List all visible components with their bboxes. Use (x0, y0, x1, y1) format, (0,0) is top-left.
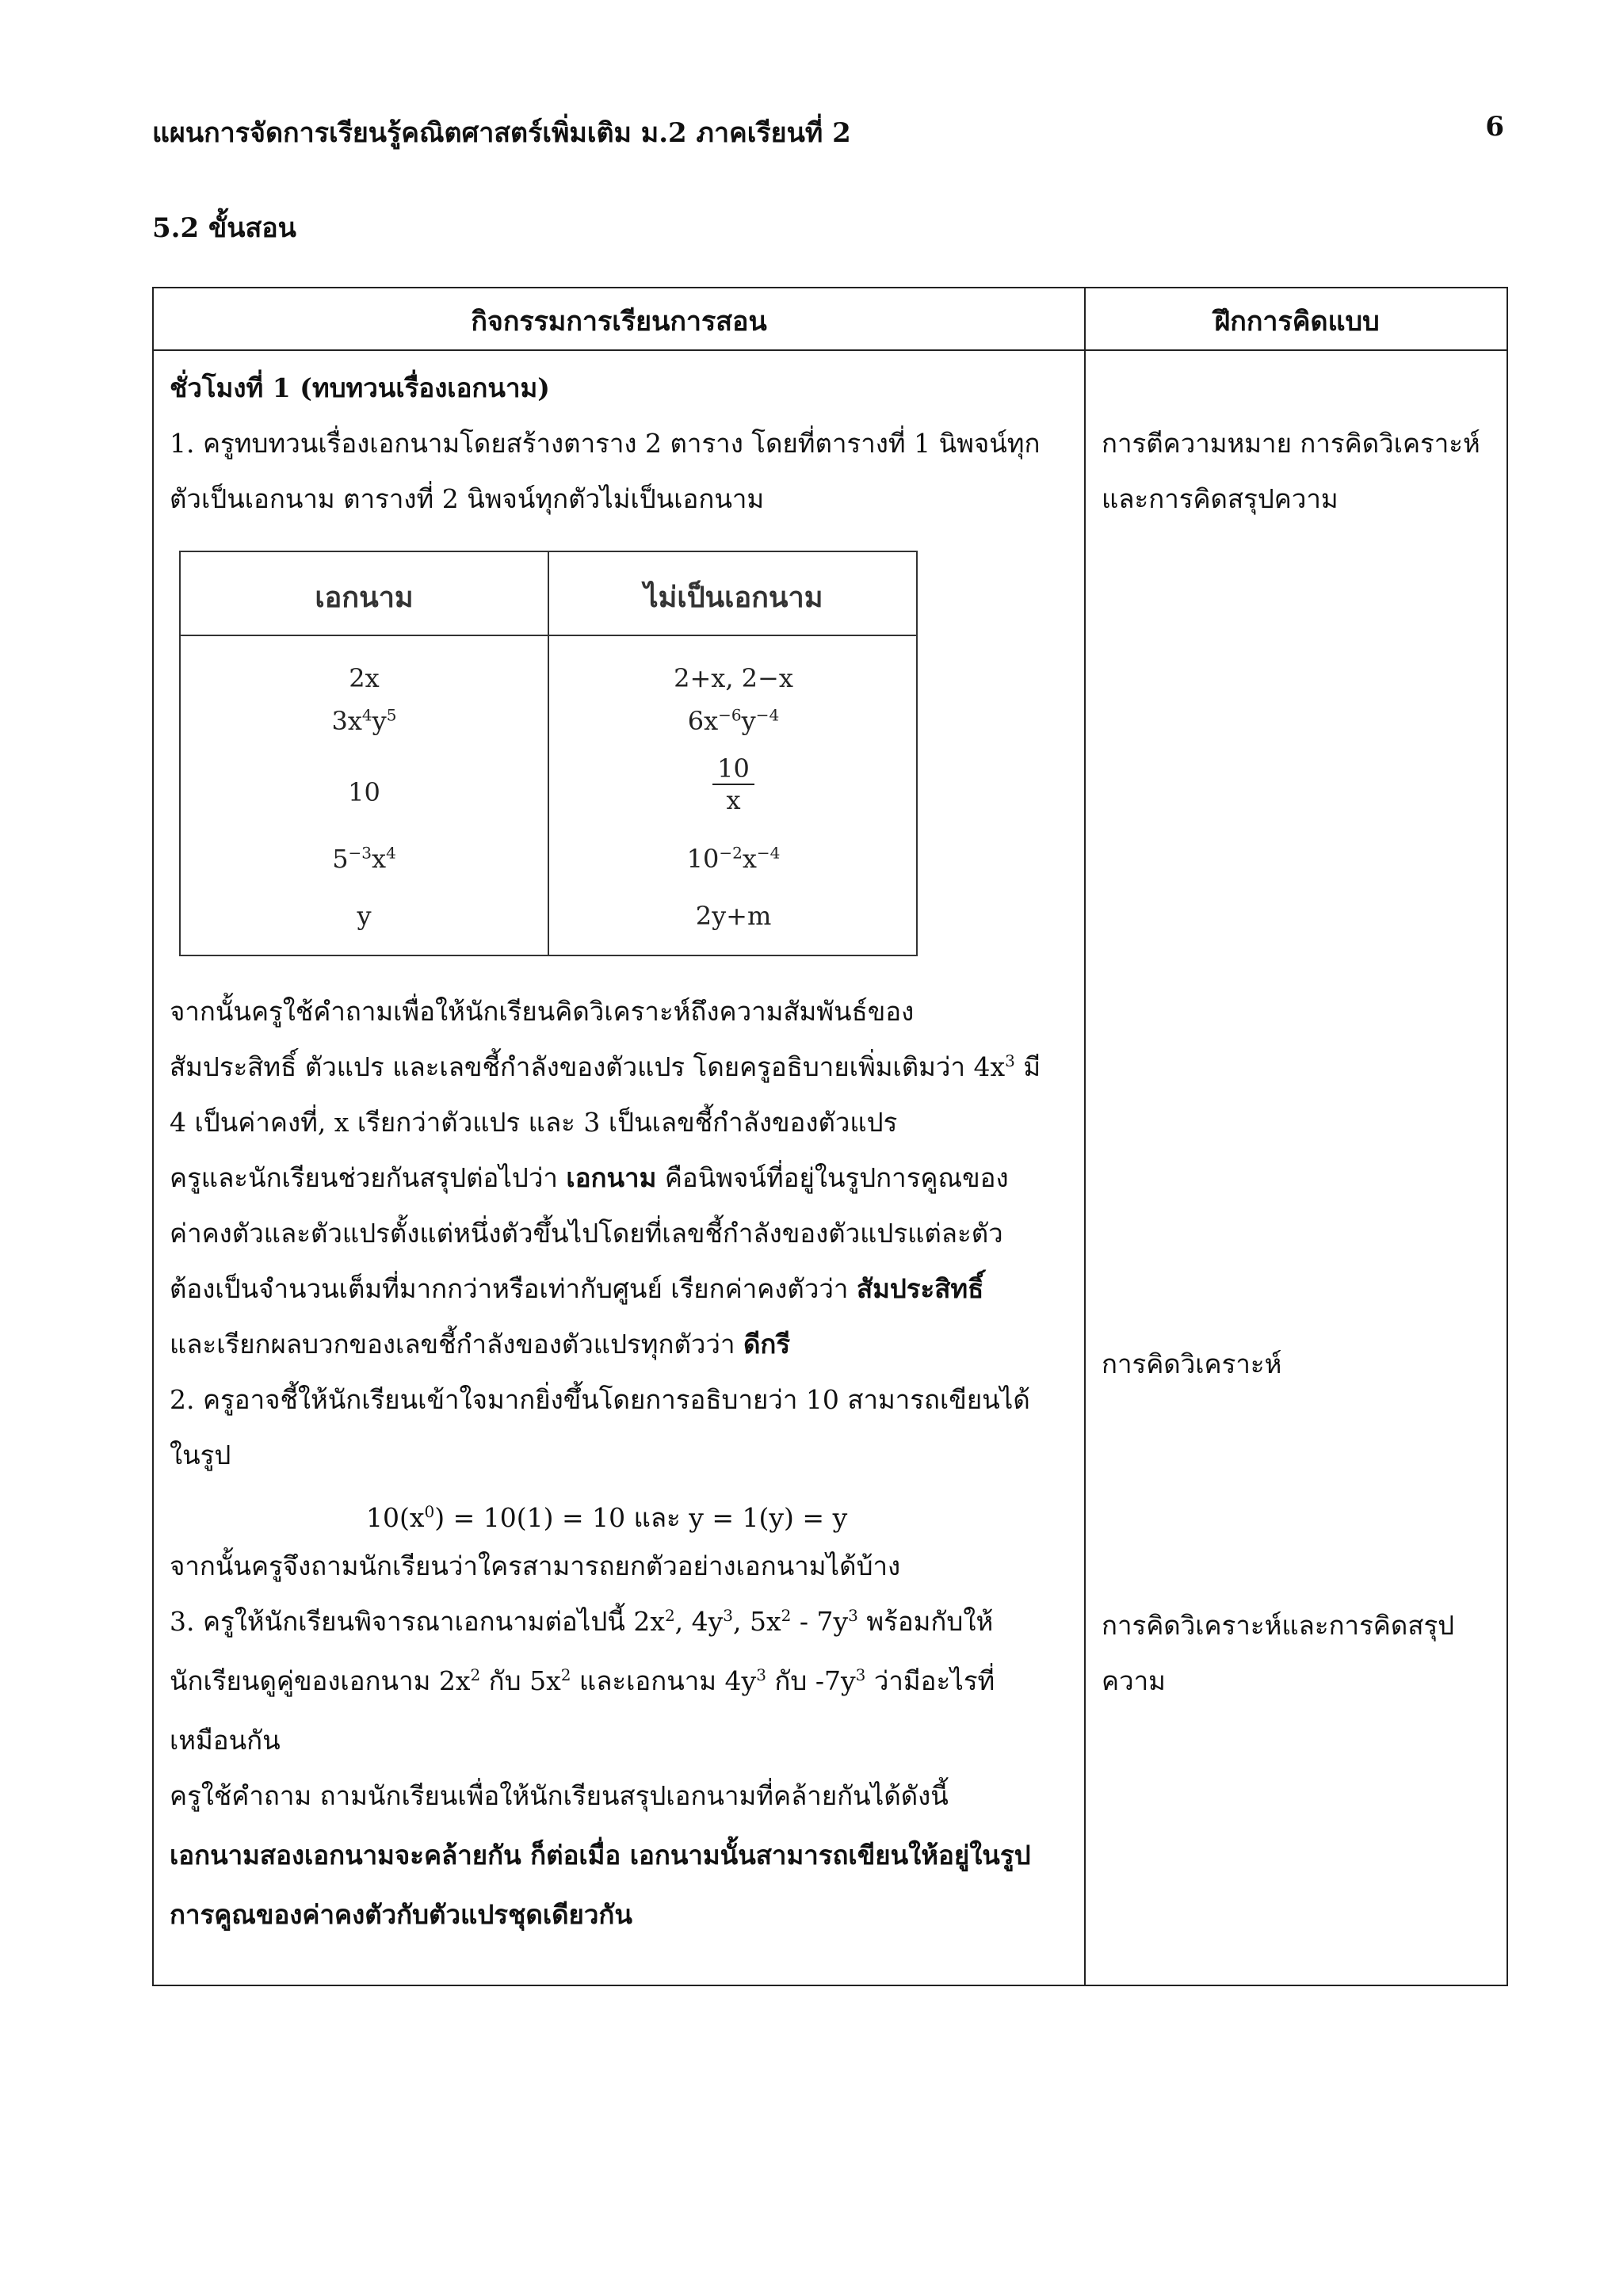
monomial-cell: y (357, 901, 372, 931)
not-monomial-cell: 2y+m (695, 901, 772, 931)
not-monomial-cell: $10^{-2}x^{-4}$ (686, 843, 781, 874)
monomial-comparison-table (179, 551, 918, 956)
step1-line2: ตัวเป็นเอกนาม ตารางที่ 2 นิพจน์ทุกตัวไม่เป็นเอกนาม (170, 483, 765, 514)
inner-header-monomial: เอกนาม (315, 582, 414, 614)
not-monomial-cell: 2+x, 2−x (674, 663, 793, 693)
column-divider (1084, 288, 1086, 1985)
thinking-2: การคิดวิเคราะห์ (1102, 1348, 1282, 1379)
column-header-thinking: ฝึกการคิดแบบ (1214, 306, 1380, 338)
not-monomial-fraction: $\frac{10}{x}$ (549, 753, 918, 815)
monomial-cell: 10 (348, 777, 380, 807)
thinking-3-line1: การคิดวิเคราะห์และการคิดสรุป (1102, 1610, 1455, 1641)
hour-title: ชั่วโมงที่ 1 (ทบทวนเรื่องเอกนาม) (170, 372, 550, 403)
step2-line1: 2. ครูอาจชี้ให้นักเรียนเข้าใจมากยิ่งขึ้นโดยการอธิบายว่า 10 สามารถเขียนได้ (170, 1384, 1030, 1415)
column-header-activity: กิจกรรมการเรียนการสอน (471, 306, 767, 338)
step1-line1: 1. ครูทบทวนเรื่องเอกนามโดยสร้างตาราง 2 ตาราง โดยที่ตารางที่ 1 นิพจน์ทุก (170, 428, 1041, 459)
para1-line3: 4 เป็นค่าคงที่, x เรียกว่าตัวแปร และ 3 เป็นเลขชี้กำลังของตัวแปร (170, 1107, 898, 1138)
para1-line1: จากนั้นครูใช้คำถามเพื่อให้นักเรียนคิดวิเคราะห์ถึงความสัมพันธ์ของ (170, 996, 915, 1027)
para2-line1: ครูและนักเรียนช่วยกันสรุปต่อไปว่า เอกนาม คือนิพจน์ที่อยู่ในรูปการคูณของ (170, 1162, 1009, 1193)
header-divider (154, 349, 1507, 351)
thinking-3-line2: ความ (1102, 1665, 1166, 1696)
conclusion-line2: การคูณของค่าคงตัวกับตัวแปรชุดเดียวกัน (170, 1899, 632, 1930)
section-title: 5.2 ขั้นสอน (152, 212, 296, 244)
para1-line2: สัมประสิทธิ์ ตัวแปร และเลขชี้กำลังของตัวแปร โดยครูอธิบายเพิ่มเติมว่า $4x^3$ มี (170, 1051, 1041, 1082)
inner-header-divider (181, 635, 916, 636)
not-monomial-cell: $6x^{-6}y^{-4}$ (687, 705, 780, 736)
step2-line3: จากนั้นครูจึงถามนักเรียนว่าใครสามารถยกตัวอย่างเอกนามได้บ้าง (170, 1550, 901, 1581)
para2-line4: และเรียกผลบวกของเลขชี้กำลังของตัวแปรทุกตัวว่า ดีกรี (170, 1329, 791, 1360)
monomial-cell: $5^{-3}x^4$ (332, 843, 396, 874)
para2-line2: ค่าคงตัวและตัวแปรตั้งแต่หนึ่งตัวขึ้นไปโดยที่เลขชี้กำลังของตัวแปรแต่ละตัว (170, 1218, 1003, 1249)
step3-line1: 3. ครูให้นักเรียนพิจารณาเอกนามต่อไปนี้ $2x^2$, $4y^3$, $5x^2 - 7y^3$ พร้อมกับให้ (170, 1606, 994, 1637)
page-number: 6 (1485, 111, 1504, 143)
monomial-cell: 2x (349, 663, 380, 693)
step3-line3: เหมือนกัน (170, 1725, 281, 1756)
step2-line2: ในรูป (170, 1440, 231, 1470)
lesson-plan-table (152, 287, 1508, 1986)
thinking-1-line2: และการคิดสรุปความ (1102, 483, 1338, 514)
page-header-title: แผนการจัดการเรียนรู้คณิตศาสตร์เพิ่มเติม ม.2 ภาคเรียนที่ 2 (152, 117, 851, 149)
para2-line3: ต้องเป็นจำนวนเต็มที่มากกว่าหรือเท่ากับศูนย์ เรียกค่าคงตัวว่า สัมประสิทธิ์ (170, 1273, 984, 1304)
conclusion-line1: เอกนามสองเอกนามจะคล้ายกัน ก็ต่อเมื่อ เอกนามนั้นสามารถเขียนให้อยู่ในรูป (170, 1840, 1031, 1871)
thinking-1-line1: การตีความหมาย การคิดวิเคราะห์ (1102, 428, 1480, 459)
equation: $10(x^0) = 10(1) = 10$ และ y = 1(y) = y (366, 1502, 848, 1533)
step3-line2: นักเรียนดูคู่ของเอกนาม $2x^2$ กับ $5x^2$ และเอกนาม $4y^3$ กับ $-7y^3$ ว่ามีอะไรที่ (170, 1665, 995, 1696)
step3-line4: ครูใช้คำถาม ถามนักเรียนเพื่อให้นักเรียนสรุปเอกนามที่คล้ายกันได้ดังนี้ (170, 1780, 949, 1811)
inner-header-not-monomial: ไม่เป็นเอกนาม (643, 582, 823, 614)
monomial-cell: $3x^4y^5$ (331, 705, 397, 736)
